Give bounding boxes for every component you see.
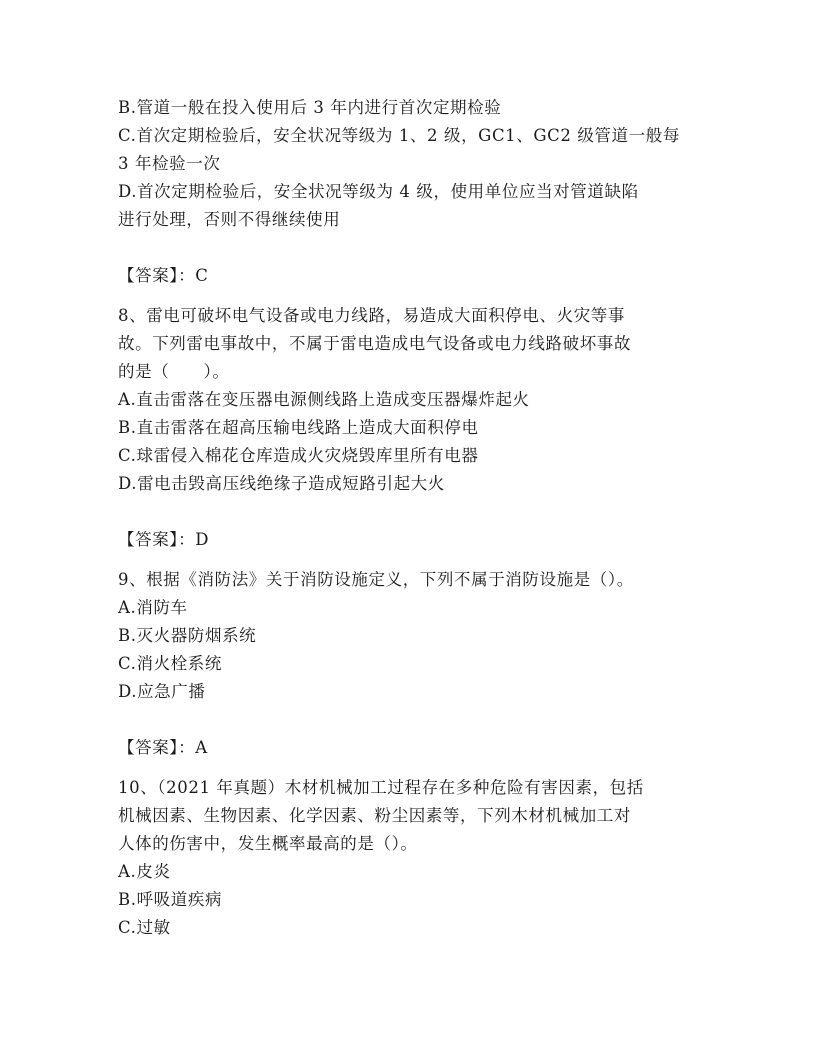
option-b: B.直击雷落在超高压输电线路上造成大面积停电 [118, 418, 479, 437]
question-stem: 故。下列雷电事故中，不属于雷电造成电气设备或电力线路破坏事故 [118, 334, 631, 353]
option-a: A.消防车 [118, 598, 188, 617]
question-7-options [118, 94, 698, 234]
option-d: D.雷电击毁高压线绝缘子造成短路引起大火 [118, 474, 445, 493]
question-stem: 8、雷电可破坏电气设备或电力线路，易造成大面积停电、火灾等事 [118, 306, 625, 325]
question-stem: 机械因素、生物因素、化学因素、粉尘因素等，下列木材机械加工对 [118, 806, 631, 825]
option-b: B.灭火器防烟系统 [118, 626, 257, 645]
question-7-answer: 【答案】：C [118, 266, 209, 285]
option-a: A.皮炎 [118, 862, 171, 881]
question-stem: 人体的伤害中，发生概率最高的是（）。 [118, 834, 418, 853]
option-c-cont: 3 年检验一次 [118, 154, 221, 173]
question-9-answer: 【答案】：A [118, 738, 208, 757]
option-c: C.球雷侵入棉花仓库造成火灾烧毁库里所有电器 [118, 446, 479, 465]
question-9 [118, 566, 698, 706]
option-c: C.消火栓系统 [118, 654, 222, 673]
option-a: A.直击雷落在变压器电源侧线路上造成变压器爆炸起火 [118, 390, 530, 409]
option-b: B.呼吸道疾病 [118, 890, 223, 909]
question-8 [118, 302, 698, 498]
option-d: D.应急广播 [118, 682, 206, 701]
question-stem: 10、（2021 年真题）木材机械加工过程存在多种危险有害因素，包括 [118, 778, 644, 797]
question-10 [118, 774, 698, 942]
question-8-answer: 【答案】：D [118, 530, 210, 549]
question-stem: 的是（ ）。 [118, 362, 230, 381]
option-c: C.过敏 [118, 918, 171, 937]
option-c: C.首次定期检验后，安全状况等级为 1、2 级，GC1、GC2 级管道一般每 [118, 126, 680, 145]
option-d-cont: 进行处理，否则不得继续使用 [118, 210, 341, 229]
question-stem: 9、根据《消防法》关于消防设施定义，下列不属于消防设施是（）。 [118, 570, 634, 589]
option-d: D.首次定期检验后，安全状况等级为 4 级，使用单位应当对管道缺陷 [118, 182, 639, 201]
option-b: B.管道一般在投入使用后 3 年内进行首次定期检验 [118, 98, 502, 117]
